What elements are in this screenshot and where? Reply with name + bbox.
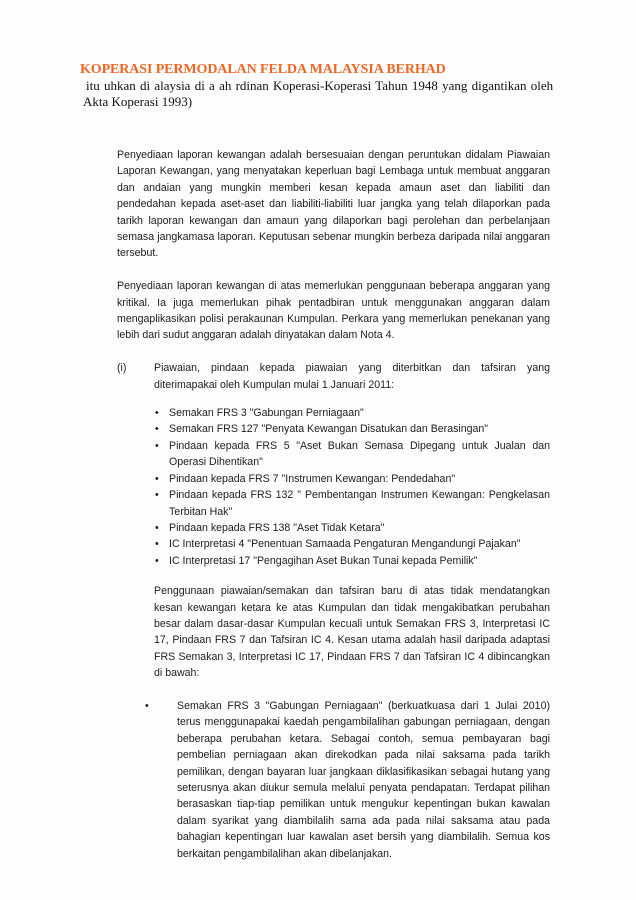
bullet-icon: • — [145, 699, 149, 712]
list-item-text: Semakan FRS 127 "Penyata Kewangan Disatukan dan Berasingan" — [169, 423, 489, 436]
list-item-text: Pindaan kepada FRS 132 " Pembentangan Instrumen Kewangan: Pengkelasan Terbitan Hak" — [169, 489, 550, 518]
list-item — [154, 438, 550, 471]
list-item — [154, 520, 550, 536]
list-item — [154, 471, 550, 487]
list-item-text: Pindaan kepada FRS 5 "Aset Bukan Semasa Dipegang untuk Jualan dan Operasi Dihentikan" — [169, 439, 550, 469]
bullet-icon: • — [155, 472, 159, 485]
section-i — [117, 360, 550, 393]
paragraph-critical-estimates: Penyediaan laporan kewangan di atas memerlukan penggunaan beberapa anggaran yang kritikal. Ia juga memerlukan pihak pentadbiran untuk menggunakan anggaran dalam mengaplikasikan polisi perakaunan Kumpulan. Perkara yang memerlukan penekanan yang lebih dari sudut anggaran adalah dinyatakan dalam Nota 4. — [117, 280, 550, 342]
list-item-text: IC Interpretasi 4 "Penentuan Samaada Pengaturan Mengandungi Pajakan" — [169, 538, 521, 551]
list-item — [154, 421, 550, 437]
list-item — [154, 536, 550, 552]
detail-bullet — [145, 698, 550, 862]
section-number: (i) — [117, 362, 127, 375]
company-subtitle-line-1: itu uhkan di alaysia di a ah rdinan Koperasi-Koperasi Tahun 1948 yang digantikan oleh — [86, 78, 554, 93]
list-item — [154, 405, 550, 421]
detail-bullet-text: Semakan FRS 3 "Gabungan Perniagaan" (berkuatkuasa dari 1 Julai 2010) terus menggunapakai kaedah pengambilalihan gabungan perniagaan, dengan beberapa perubahan ketara. Sebagai contoh, semua pembayaran bagi pembelian perniagaan akan direkodkan pada nilai saksama pada tarikh pemilikan, dengan bayaran luar jangkaan diklasifikasikan sebagai hutang yang seterusnya akan diukur semula melalui penyata pendapatan. Terdapat pilihan berasaskan tiap-tiap pemilikan untuk mengukur kepentingan bukan kawalan dalam syarikat yang diambilalih sama ada pada nilai saksama atau pada bahagian kepentingan luar kawalan aset bersih yang diambilalih. Semua kos berkaitan pengambilalihan akan dibelanjakan. — [177, 699, 550, 860]
bullet-icon: • — [155, 423, 159, 436]
paragraph-financial-statements: Penyediaan laporan kewangan adalah bersesuaian dengan peruntukan didalam Piawaian Laporan Kewangan, yang menyatakan keperluan bagi Lembaga untuk membuat anggaran dan andaian yang mungkin memberi kesan kepada amaun aset dan liabiliti dan pendedahan kepada aset-aset dan liabiliti-liabiliti luar jangka yang telah dilaporkan pada tarikh laporan kewangan dan amaun yang dilaporkan bagi perolehan dan perbelanjaan semasa jangkamasa laporan. Keputusan sebenar mungkin berbeza daripada nilai anggaran tersebut. — [117, 149, 550, 260]
bullet-icon: • — [155, 407, 159, 420]
bullet-icon: • — [155, 554, 159, 567]
company-name: KOPERASI PERMODALAN FELDA MALAYSIA BERHAD — [80, 62, 446, 77]
list-item — [154, 487, 550, 520]
standards-list — [117, 405, 550, 569]
company-subtitle — [80, 78, 590, 110]
bullet-icon: • — [155, 489, 159, 502]
company-subtitle-line-2: Akta Koperasi 1993) — [83, 94, 193, 109]
bullet-icon: • — [155, 538, 159, 551]
bullet-icon: • — [155, 439, 159, 452]
list-item-text: Pindaan kepada FRS 7 "Instrumen Kewangan: Pendedahan" — [169, 472, 456, 485]
paragraph-impact-summary: Penggunaan piawaian/semakan dan tafsiran baru di atas tidak mendatangkan kesan kewangan ketara ke atas Kumpulan dan tidak mengakibatkan perubahan besar dalam dasar-dasar Kumpulan kecuali untuk Semakan FRS 3, Interpretasi IC 17, Pindaan FRS 7 dan Tafsiran IC 4. Kesan utama adalah hasil daripada adaptasi FRS Semakan 3, Interpretasi IC 17, Pindaan FRS 7 dan Tafsiran IC 4 dibincangkan di bawah: — [154, 585, 550, 680]
list-item-text: Semakan FRS 3 "Gabungan Perniagaan" — [169, 407, 364, 420]
list-item — [154, 553, 550, 569]
document-header — [80, 62, 590, 110]
list-item-text: IC Interpretasi 17 "Pengagihan Aset Bukan Tunai kepada Pemilik" — [169, 554, 478, 567]
document-body — [117, 147, 550, 862]
bullet-icon: • — [155, 521, 159, 534]
list-item-text: Pindaan kepada FRS 138 "Aset Tidak Ketara" — [169, 521, 385, 534]
section-text: Piawaian, pindaan kepada piawaian yang diterbitkan dan tafsiran yang diterimapakai oleh Kumpulan mulai 1 Januari 2011: — [154, 362, 550, 391]
